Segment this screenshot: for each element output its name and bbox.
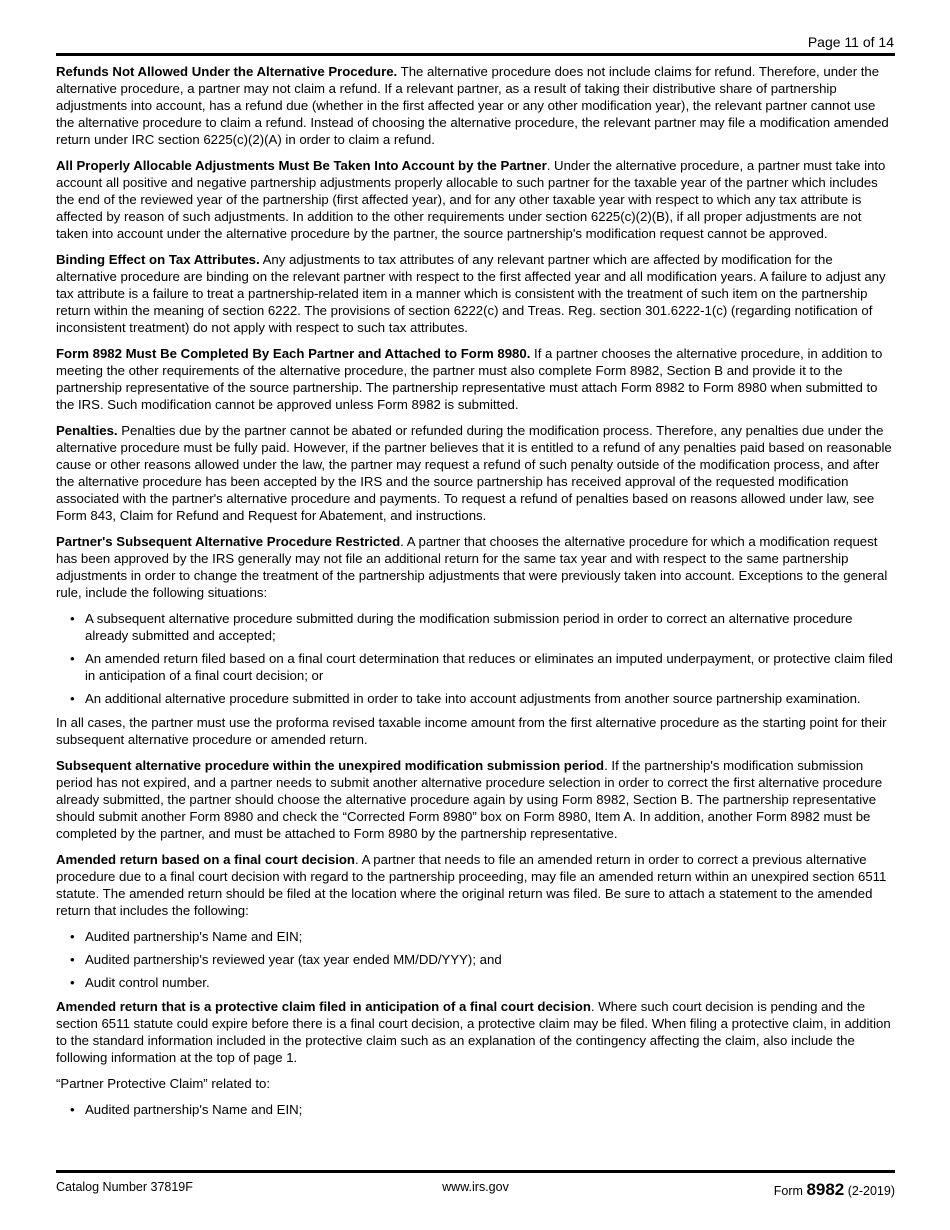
bottom-rule bbox=[56, 1170, 895, 1173]
section-text: Any adjustments to tax attributes of any relevant partner which are affected by modification for the alternative procedure are binding on the relevant partner with respect to the first affected year and all modification years. A failure to adjust any tax attribute is a failure to treat a partnership-related item in a manner which is consistent with the treatment of such item on the partnership return within the meaning of section 6222. The provisions of section 6222(c) and Treas. Reg. section 301.6222-1(c) (regarding notification of inconsistent treatment) do not apply with respect to such tax attributes. bbox=[56, 252, 886, 335]
section-penalties bbox=[56, 422, 895, 524]
form-prefix: Form bbox=[773, 1184, 807, 1198]
page-footer bbox=[56, 1180, 895, 1198]
section-heading: Penalties. bbox=[56, 423, 118, 438]
list-item: • A subsequent alternative procedure submitted during the modification submission period in order to correct an alternative procedure already submitted and accepted; bbox=[56, 610, 895, 644]
section-text: In all cases, the partner must use the proforma revised taxable income amount from the first alternative procedure as the starting point for their subsequent alternative procedure or amended return. bbox=[56, 715, 887, 747]
section-heading: All Properly Allocable Adjustments Must Be Taken Into Account by the Partner bbox=[56, 158, 547, 173]
section-text: “Partner Protective Claim” related to: bbox=[56, 1076, 271, 1091]
section-binding-effect bbox=[56, 251, 895, 336]
protective-claim-list bbox=[56, 1101, 895, 1118]
section-partner-protective-claim bbox=[56, 1075, 895, 1092]
section-heading: Form 8982 Must Be Completed By Each Partner and Attached to Form 8980. bbox=[56, 346, 531, 361]
section-heading: Refunds Not Allowed Under the Alternative Procedure. bbox=[56, 64, 398, 79]
exceptions-list bbox=[56, 610, 895, 707]
section-text: . If the partnership's modification submission period has not expired, and a partner needs to submit another alternative procedure selection in order to correct the first alternative procedure already submitted, the partner should choose the alternative procedure again by using Form 8982, Section B. The partnership representative should submit another Form 8980 and check the “Corrected Form 8980” box on Form 8980, Item A. In addition, another Form 8982 must be completed by the partner, and must be attached to Form 8980 by the partnership representative. bbox=[56, 758, 883, 841]
top-rule bbox=[56, 53, 895, 56]
statement-list bbox=[56, 928, 895, 991]
section-text: . A partner that chooses the alternative procedure for which a modification request has been approved by the IRS generally may not file an additional return for the same tax year and with respect to the same partnership adjustments in order to change the treatment of the partnership adjustments that were previously taken into account. Exceptions to the general rule, include the following situations: bbox=[56, 534, 888, 600]
catalog-number: Catalog Number 37819F bbox=[56, 1180, 193, 1194]
section-protective-claim bbox=[56, 998, 895, 1066]
section-form-8982 bbox=[56, 345, 895, 413]
list-item: • Audit control number. bbox=[56, 974, 895, 991]
section-all-cases bbox=[56, 714, 895, 748]
section-text: Penalties due by the partner cannot be abated or refunded during the modification process. Therefore, any penalties due under the alternative procedure must be fully paid. However, if the partner believes that it is entitled to a refund of any penalties paid based on reasonable cause or other reasons allowed under the law, the partner may request a refund of such penalty outside of the modification process, and after the alternative procedure has been accepted by the IRS and the source partnership has received approval of the requested modification associated with the partner's alternative procedure and payments. To request a refund of penalties based on reasons allowed under law, see Form 843, Claim for Refund and Request for Abatement, and instructions. bbox=[56, 423, 892, 523]
section-heading: Binding Effect on Tax Attributes. bbox=[56, 252, 260, 267]
section-amended-return bbox=[56, 851, 895, 919]
section-text: The alternative procedure does not include claims for refund. Therefore, under the alternative procedure, a partner may not claim a refund. If a relevant partner, as a result of taking their distributive share of partnership adjustments into account, has a refund due (whether in the first affected year or any other modification year), the relevant partner cannot use the alternative procedure to claim a refund. Instead of choosing the alternative procedure, the relevant partner may file a modification amended return under IRC section 6225(c)(2)(A) in order to claim a refund. bbox=[56, 64, 889, 147]
section-subsequent-restricted bbox=[56, 533, 895, 601]
form-id bbox=[774, 1180, 895, 1200]
section-text: . Where such court decision is pending and the section 6511 statute could expire before there is a final court decision, a protective claim may be filed. When filing a protective claim, in addition to the standard information included in the protective claim such as an explanation of the contingency affecting the claim, also include the following information at the top of page 1. bbox=[56, 999, 891, 1065]
list-item: • Audited partnership's reviewed year (tax year ended MM/DD/YYY); and bbox=[56, 951, 895, 968]
form-number: 8982 bbox=[806, 1180, 845, 1199]
section-unexpired-period bbox=[56, 757, 895, 842]
section-text: . A partner that needs to file an amended return in order to correct a previous alternative procedure due to a final court decision with regard to the partnership proceeding, may file an amended return within an unexpired section 6511 statute. The amended return should be filed at the location where the original return was filed. Be sure to attach a statement to the amended return that includes the following: bbox=[56, 852, 887, 918]
section-text: . Under the alternative procedure, a partner must take into account all positive and negative partnership adjustments properly allocable to such partner for the taxable year of the partner which includes the end of the reviewed year of the partnership (first affected year), and for any other taxable year with respect to which any tax attribute is affected by reason of such adjustments. In addition to the other requirements under section 6225(c)(2)(B), if all proper adjustments are not taken into account under the alternative procedure by the partner, the source partnership's modification request cannot be approved. bbox=[56, 158, 886, 241]
list-item: • Audited partnership's Name and EIN; bbox=[56, 928, 895, 945]
irs-url: www.irs.gov bbox=[442, 1180, 509, 1194]
list-item: • An additional alternative procedure submitted in order to take into account adjustments from another source partnership examination. bbox=[56, 690, 895, 707]
section-allocable-adjustments bbox=[56, 157, 895, 242]
section-heading: Subsequent alternative procedure within the unexpired modification submission period bbox=[56, 758, 605, 773]
section-heading: Amended return that is a protective claim filed in anticipation of a final court decision bbox=[56, 999, 591, 1014]
page-number: Page 11 of 14 bbox=[807, 34, 894, 50]
list-item: • An amended return filed based on a final court determination that reduces or eliminates an imputed underpayment, or protective claim filed in anticipation of a final court decision; or bbox=[56, 650, 895, 684]
section-text: If a partner chooses the alternative procedure, in addition to meeting the other requirements of the alternative procedure, the partner must also complete Form 8982, Section B and provide it to the partnership representative of the source partnership. The partnership representative must attach Form 8982 to Form 8980 when submitted to the IRS. Such modification cannot be approved unless Form 8982 is submitted. bbox=[56, 346, 883, 412]
form-revision: (2-2019) bbox=[844, 1184, 895, 1198]
section-heading: Partner's Subsequent Alternative Procedure Restricted bbox=[56, 534, 401, 549]
document-body bbox=[56, 63, 895, 1125]
list-item: • Audited partnership's Name and EIN; bbox=[56, 1101, 895, 1118]
section-refunds bbox=[56, 63, 895, 148]
section-heading: Amended return based on a final court decision bbox=[56, 852, 355, 867]
